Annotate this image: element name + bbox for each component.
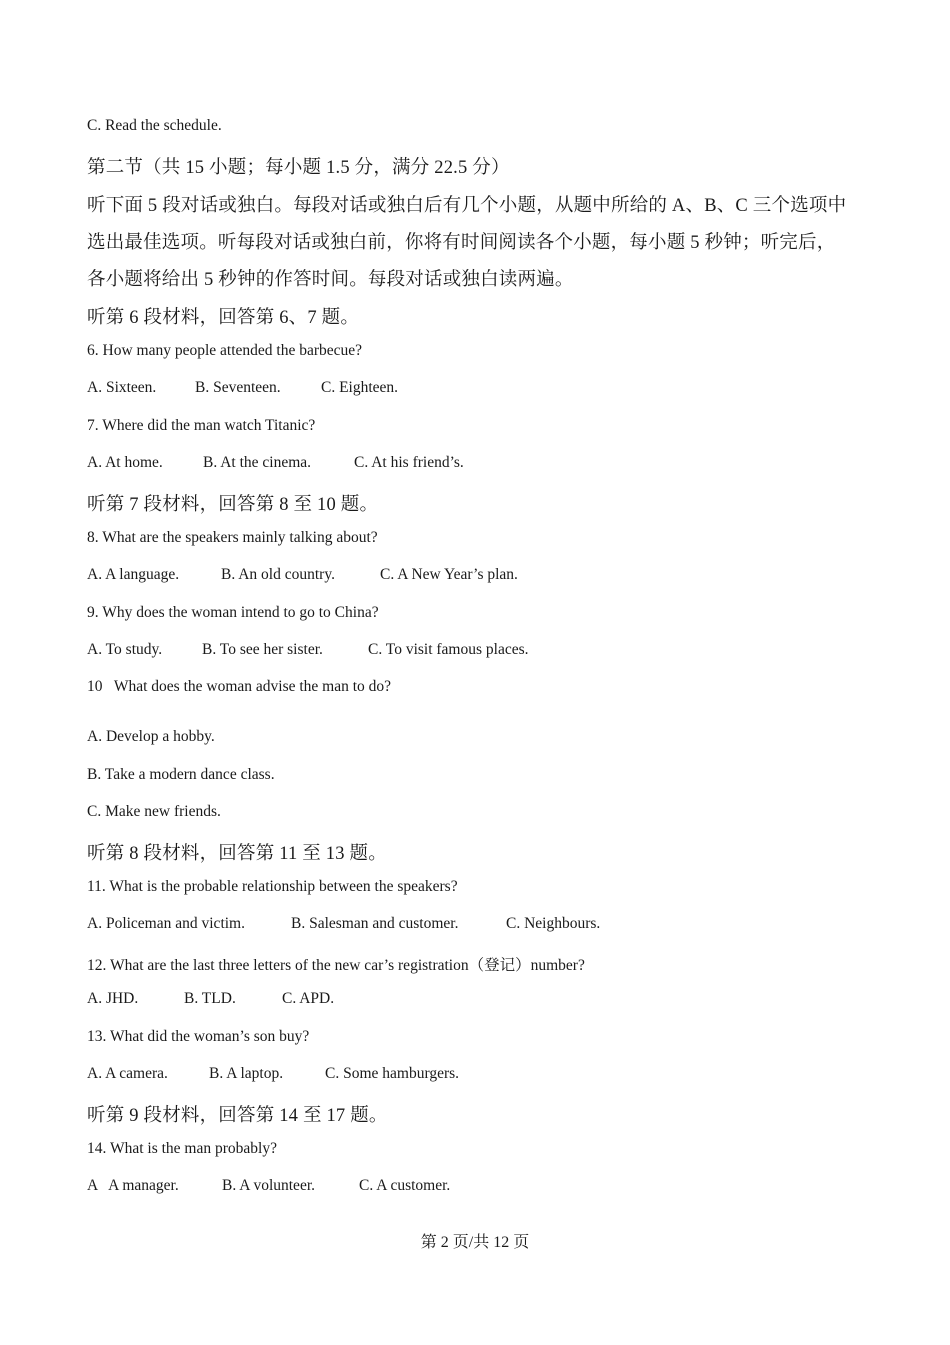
- option-a: A. At home.: [87, 454, 163, 471]
- options-9: [87, 641, 529, 659]
- option-c: C. A customer.: [359, 1177, 451, 1194]
- options-12: [87, 990, 334, 1008]
- options-7: [87, 454, 464, 472]
- question-11: 11. What is the probable relationship between the speakers?: [87, 878, 458, 895]
- instruction-line: 听下面 5 段对话或独白。每段对话或独白后有几个小题，从题中所给的 A、B、C 三个选项中: [87, 196, 847, 216]
- section-heading: 第二节（共 15 小题；每小题 1.5 分，满分 22.5 分）: [87, 158, 510, 178]
- options-6: [87, 379, 398, 397]
- page-number-footer: 第 2 页/共 12 页: [420, 1234, 530, 1251]
- option-c: C. A New Year’s plan.: [380, 566, 518, 583]
- options-8: [87, 566, 518, 584]
- option-c: C. To visit famous places.: [368, 641, 529, 658]
- question-13: 13. What did the woman’s son buy?: [87, 1028, 310, 1045]
- option-a: A. Sixteen.: [87, 379, 157, 396]
- question-14: 14. What is the man probably?: [87, 1140, 277, 1157]
- option-a: A. Policeman and victim.: [87, 915, 245, 932]
- option-c: C. Neighbours.: [506, 915, 601, 932]
- material-heading: 听第 9 段材料，回答第 14 至 17 题。: [87, 1106, 388, 1126]
- option-a: A. A language.: [87, 566, 180, 583]
- option-b: B. TLD.: [184, 990, 236, 1007]
- option-b: B. A volunteer.: [222, 1177, 315, 1194]
- option-b: B. Seventeen.: [195, 379, 281, 396]
- option-b: B. At the cinema.: [203, 454, 312, 471]
- option-b: B. To see her sister.: [202, 641, 323, 658]
- option-c: C. Some hamburgers.: [325, 1065, 460, 1082]
- option-c: C. APD.: [282, 990, 335, 1007]
- question-8: 8. What are the speakers mainly talking about?: [87, 529, 378, 546]
- option-b: B. Take a modern dance class.: [87, 766, 275, 783]
- option-b: B. A laptop.: [209, 1065, 284, 1082]
- option-c: C. Make new friends.: [87, 803, 221, 820]
- option-a: A. JHD.: [87, 990, 139, 1007]
- instruction-line: 选出最佳选项。听每段对话或独白前，你将有时间阅读各个小题，每小题 5 秒钟；听完后，: [87, 233, 836, 253]
- option-b: B. Salesman and customer.: [291, 915, 459, 932]
- question-9: 9. Why does the woman intend to go to China?: [87, 604, 379, 621]
- question-6: 6. How many people attended the barbecue?: [87, 342, 363, 359]
- option-a: A. Develop a hobby.: [87, 728, 215, 745]
- option-a: A. To study.: [87, 641, 163, 658]
- options-11: [87, 915, 600, 933]
- option-c: C. At his friend’s.: [354, 454, 464, 471]
- question-12: 12. What are the last three letters of the new car’s registration（登记）number?: [87, 957, 585, 974]
- material-heading: 听第 8 段材料，回答第 11 至 13 题。: [87, 844, 387, 864]
- material-heading: 听第 7 段材料，回答第 8 至 10 题。: [87, 495, 379, 515]
- options-14: [87, 1177, 450, 1195]
- option-b: B. An old country.: [221, 566, 335, 583]
- option-line: C. Read the schedule.: [87, 117, 222, 134]
- options-13: [87, 1065, 459, 1083]
- question-7: 7. Where did the man watch Titanic?: [87, 417, 316, 434]
- option-a: A A manager.: [87, 1177, 179, 1194]
- material-heading: 听第 6 段材料，回答第 6、7 题。: [87, 308, 360, 328]
- option-a: A. A camera.: [87, 1065, 168, 1082]
- instruction-line: 各小题将给出 5 秒钟的作答时间。每段对话或独白读两遍。: [87, 270, 574, 290]
- question-10: 10 What does the woman advise the man to do?: [87, 678, 392, 695]
- option-c: C. Eighteen.: [321, 379, 399, 396]
